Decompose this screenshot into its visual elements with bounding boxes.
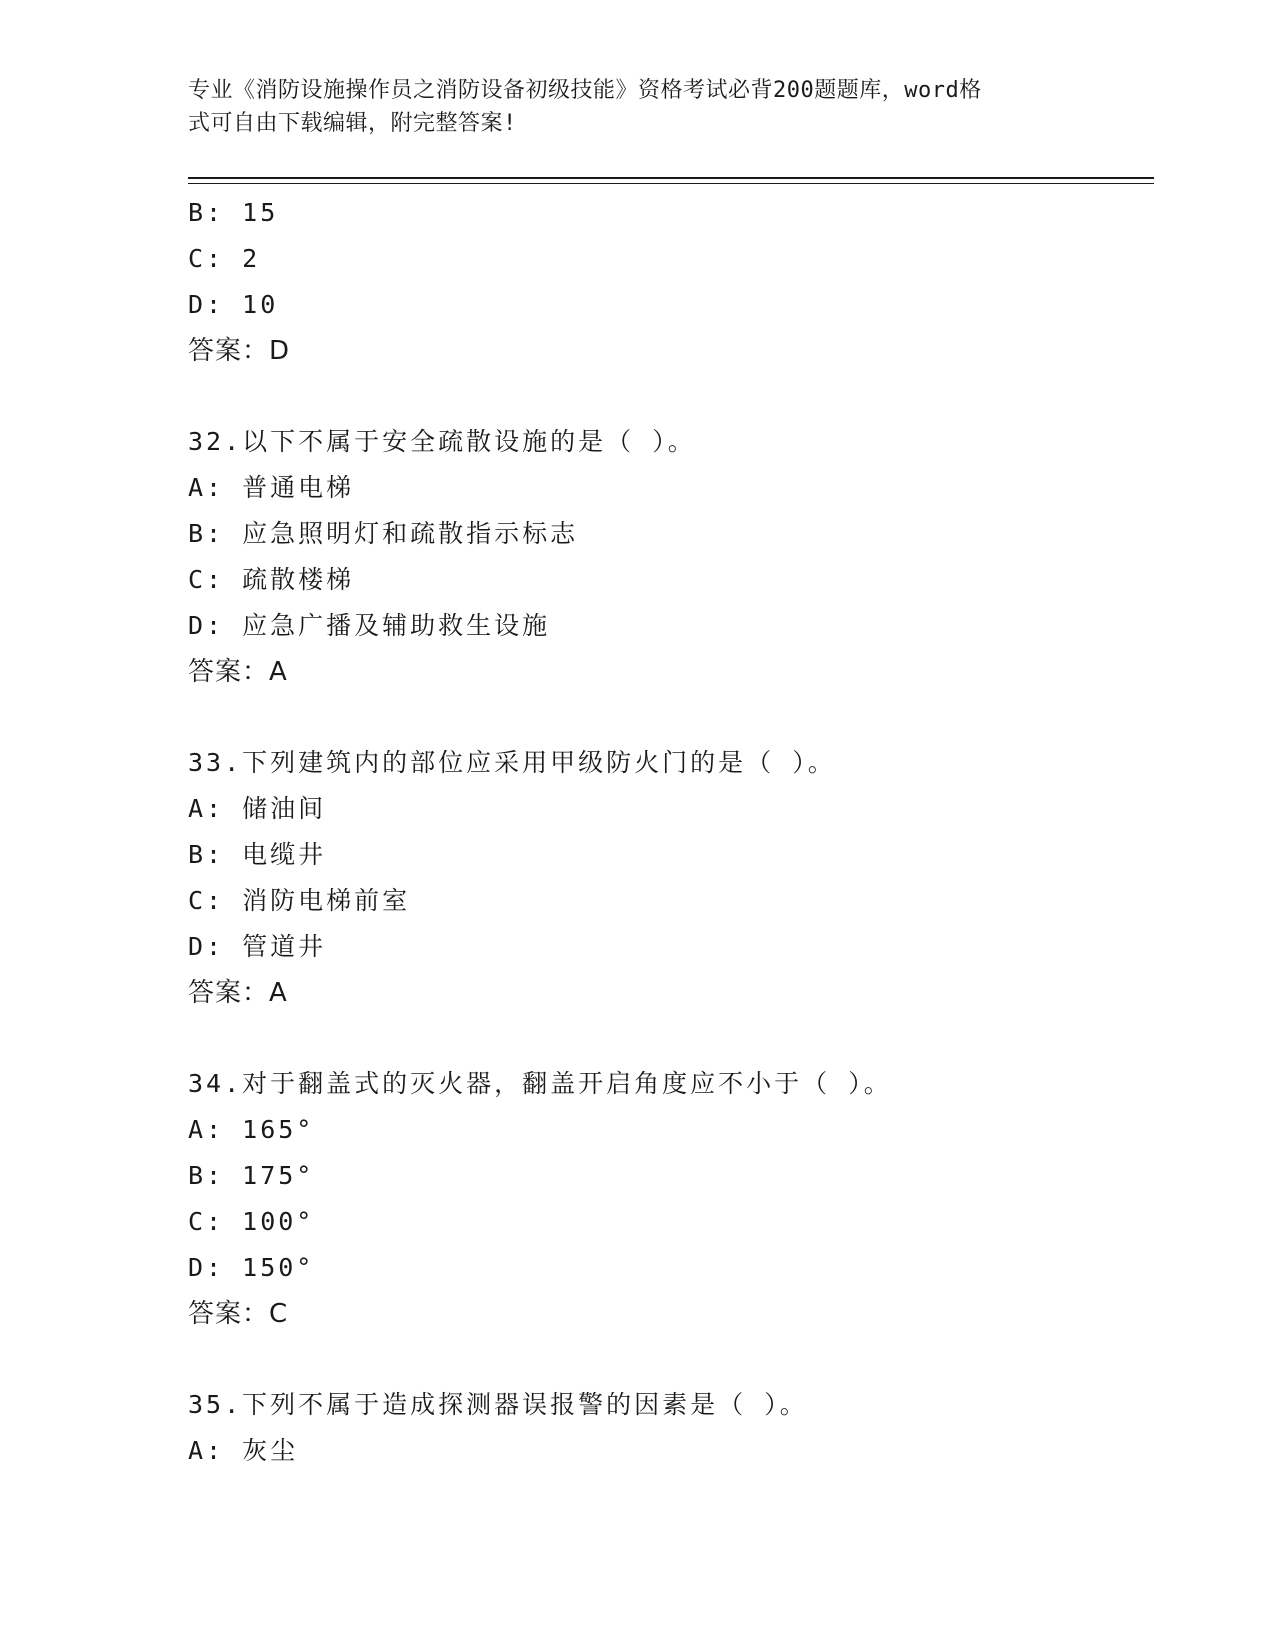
answer-line: 答案：A bbox=[188, 657, 288, 687]
option-b: B: 电缆井 bbox=[188, 840, 327, 869]
header-divider-thin bbox=[188, 183, 1154, 184]
answer-line: 答案：D bbox=[188, 336, 291, 366]
question-stem: 33.下列建筑内的部位应采用甲级防火门的是（ ）。 bbox=[188, 748, 836, 777]
option-a: A: 165° bbox=[188, 1115, 315, 1144]
option-d: D: 150° bbox=[188, 1253, 315, 1282]
option-d: D: 10 bbox=[188, 290, 279, 319]
header-divider-thick bbox=[188, 177, 1154, 179]
question-stem: 35.下列不属于造成探测器误报警的因素是（ ）。 bbox=[188, 1390, 808, 1419]
option-d: D: 管道井 bbox=[188, 932, 327, 961]
header-line-2: 式可自由下载编辑，附完整答案! bbox=[188, 111, 517, 136]
option-b: B: 175° bbox=[188, 1161, 315, 1190]
option-c: C: 2 bbox=[188, 244, 261, 273]
option-a: A: 普通电梯 bbox=[188, 473, 355, 502]
option-a: A: 灰尘 bbox=[188, 1436, 299, 1465]
document-header bbox=[188, 74, 1068, 140]
question-stem: 32.以下不属于安全疏散设施的是（ ）。 bbox=[188, 427, 696, 456]
option-c: C: 疏散楼梯 bbox=[188, 565, 355, 594]
question-33 bbox=[188, 740, 1148, 1016]
answer-line: 答案：A bbox=[188, 978, 288, 1008]
question-34 bbox=[188, 1061, 1148, 1337]
answer-line: 答案：C bbox=[188, 1299, 289, 1329]
option-b: B: 15 bbox=[188, 198, 279, 227]
option-b: B: 应急照明灯和疏散指示标志 bbox=[188, 519, 579, 548]
option-c: C: 消防电梯前室 bbox=[188, 886, 411, 915]
option-a: A: 储油间 bbox=[188, 794, 327, 823]
question-stem: 34.对于翻盖式的灭火器，翻盖开启角度应不小于（ ）。 bbox=[188, 1069, 892, 1098]
option-c: C: 100° bbox=[188, 1207, 315, 1236]
option-d: D: 应急广播及辅助救生设施 bbox=[188, 611, 551, 640]
question-32 bbox=[188, 419, 1148, 695]
question-35 bbox=[188, 1382, 1148, 1474]
carryover-question bbox=[188, 190, 1148, 374]
question-list bbox=[188, 190, 1148, 1474]
header-line-1: 专业《消防设施操作员之消防设备初级技能》资格考试必背200题题库，word格 bbox=[188, 78, 982, 103]
